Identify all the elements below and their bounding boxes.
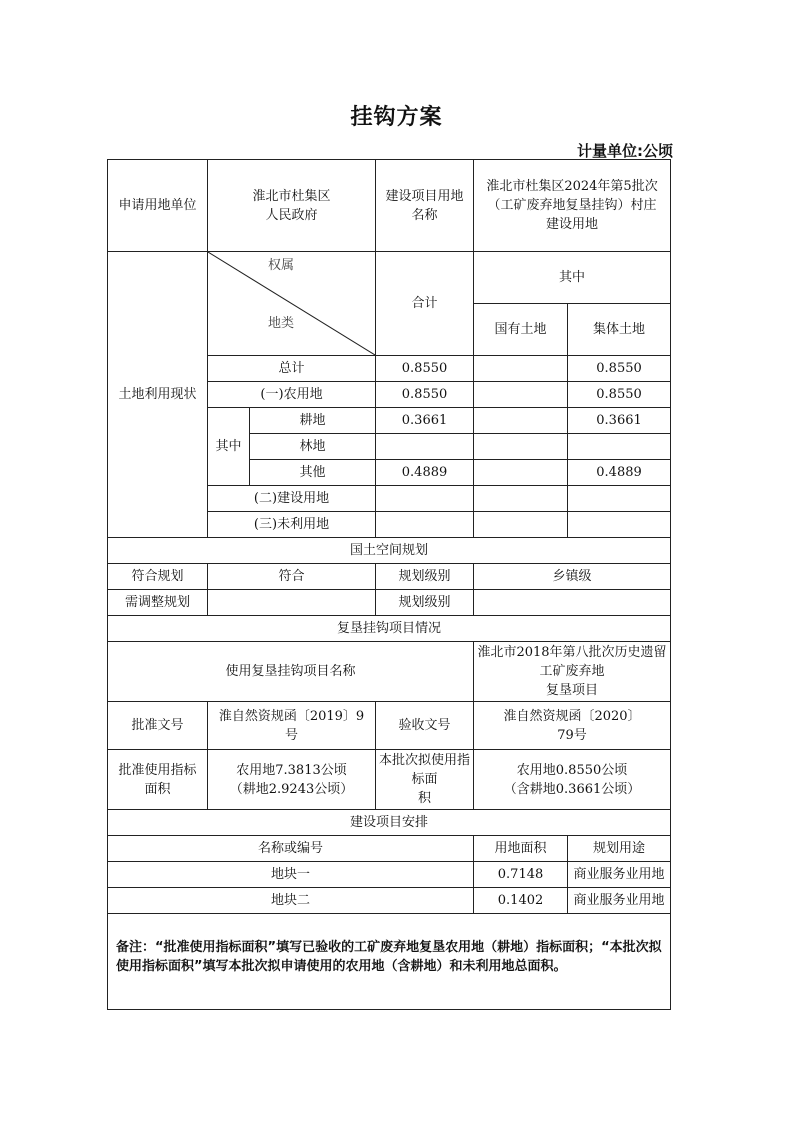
row-collective-value: 0.8550	[568, 356, 671, 382]
land-use-section-label: 土地利用现状	[108, 252, 208, 538]
row-state-value	[474, 408, 568, 434]
row-total-value: 0.4889	[376, 460, 474, 486]
plot-row	[108, 862, 671, 888]
reclaim-name-label: 使用复垦挂钩项目名称	[108, 642, 474, 702]
reclaim-name-value: 淮北市2018年第八批次历史遗留工矿废弃地 复垦项目	[474, 642, 671, 702]
planning-section-header: 国土空间规划	[108, 538, 671, 564]
acceptance-number-label: 验收文号	[376, 702, 474, 750]
of-which-header: 其中	[474, 252, 671, 304]
adjust-plan-level-label: 规划级别	[376, 590, 474, 616]
col-header-name: 名称或编号	[108, 836, 474, 862]
plot-row	[108, 888, 671, 914]
conform-plan-value: 符合	[208, 564, 376, 590]
approved-quota-value: 农用地7.3813公顷 （耕地2.9243公顷）	[208, 750, 376, 810]
state-owned-header: 国有土地	[474, 304, 568, 356]
row-label: 总计	[208, 356, 376, 382]
plot-area: 0.7148	[474, 862, 568, 888]
row-label: (二)建设用地	[208, 486, 376, 512]
planned-quota-value: 农用地0.8550公顷 （含耕地0.3661公顷）	[474, 750, 671, 810]
row-total-value	[376, 486, 474, 512]
collective-header: 集体土地	[568, 304, 671, 356]
planned-quota-label: 本批次拟使用指标面 积	[376, 750, 474, 810]
row-label: 耕地	[250, 408, 376, 434]
acceptance-number-value: 淮自然资规函〔2020〕 79号	[474, 702, 671, 750]
row-label: (一)农用地	[208, 382, 376, 408]
adjust-plan-level-value	[474, 590, 671, 616]
plot-use: 商业服务业用地	[568, 888, 671, 914]
row-collective-value	[568, 434, 671, 460]
conform-plan-label: 符合规划	[108, 564, 208, 590]
row-total-value: 0.8550	[376, 356, 474, 382]
row-state-value	[474, 356, 568, 382]
plan-level-value: 乡镇级	[474, 564, 671, 590]
project-name-label: 建设项目用地 名称	[376, 160, 474, 252]
row-state-value	[474, 382, 568, 408]
row-label: (三)未利用地	[208, 512, 376, 538]
row-total-value: 0.8550	[376, 382, 474, 408]
row-collective-value	[568, 512, 671, 538]
approved-quota-label: 批准使用指标 面积	[108, 750, 208, 810]
reclaim-section-header: 复垦挂钩项目情况	[108, 616, 671, 642]
row-collective-value: 0.8550	[568, 382, 671, 408]
adjust-plan-label: 需调整规划	[108, 590, 208, 616]
row-total-value	[376, 512, 474, 538]
row-state-value	[474, 512, 568, 538]
scheme-table	[107, 159, 671, 1010]
row-collective-value	[568, 486, 671, 512]
approval-number-value: 淮自然资规函〔2019〕9 号	[208, 702, 376, 750]
row-collective-value: 0.4889	[568, 460, 671, 486]
unit-label: 计量单位:公顷	[577, 142, 673, 160]
plot-name: 地块二	[108, 888, 474, 914]
project-name-value: 淮北市杜集区2024年第5批次 （工矿废弃地复垦挂钩）村庄 建设用地	[474, 160, 671, 252]
document-title: 挂钩方案	[350, 105, 443, 130]
row-label: 其他	[250, 460, 376, 486]
of-which-side-label: 其中	[208, 408, 250, 486]
row-label: 林地	[250, 434, 376, 460]
applicant-label: 申请用地单位	[108, 160, 208, 252]
row-state-value	[474, 460, 568, 486]
remarks-note: 备注：“批准使用指标面积”填写已验收的工矿废弃地复垦农用地（耕地）指标面积；“本批次拟使用指标面积”填写本批次拟申请使用的农用地（含耕地）和未利用地总面积。	[108, 914, 671, 1010]
plot-area: 0.1402	[474, 888, 568, 914]
row-collective-value: 0.3661	[568, 408, 671, 434]
col-header-use: 规划用途	[568, 836, 671, 862]
diagonal-header-cell	[208, 252, 376, 356]
diagonal-ownership-label: 权属	[268, 258, 295, 273]
plot-use: 商业服务业用地	[568, 862, 671, 888]
col-header-area: 用地面积	[474, 836, 568, 862]
construction-section-header: 建设项目安排	[108, 810, 671, 836]
row-total-value	[376, 434, 474, 460]
row-state-value	[474, 486, 568, 512]
plot-name: 地块一	[108, 862, 474, 888]
applicant-value: 淮北市杜集区 人民政府	[208, 160, 376, 252]
row-total-value: 0.3661	[376, 408, 474, 434]
adjust-plan-value	[208, 590, 376, 616]
approval-number-label: 批准文号	[108, 702, 208, 750]
row-state-value	[474, 434, 568, 460]
total-header: 合计	[376, 252, 474, 356]
diagonal-landtype-label: 地类	[268, 316, 295, 331]
plan-level-label: 规划级别	[376, 564, 474, 590]
